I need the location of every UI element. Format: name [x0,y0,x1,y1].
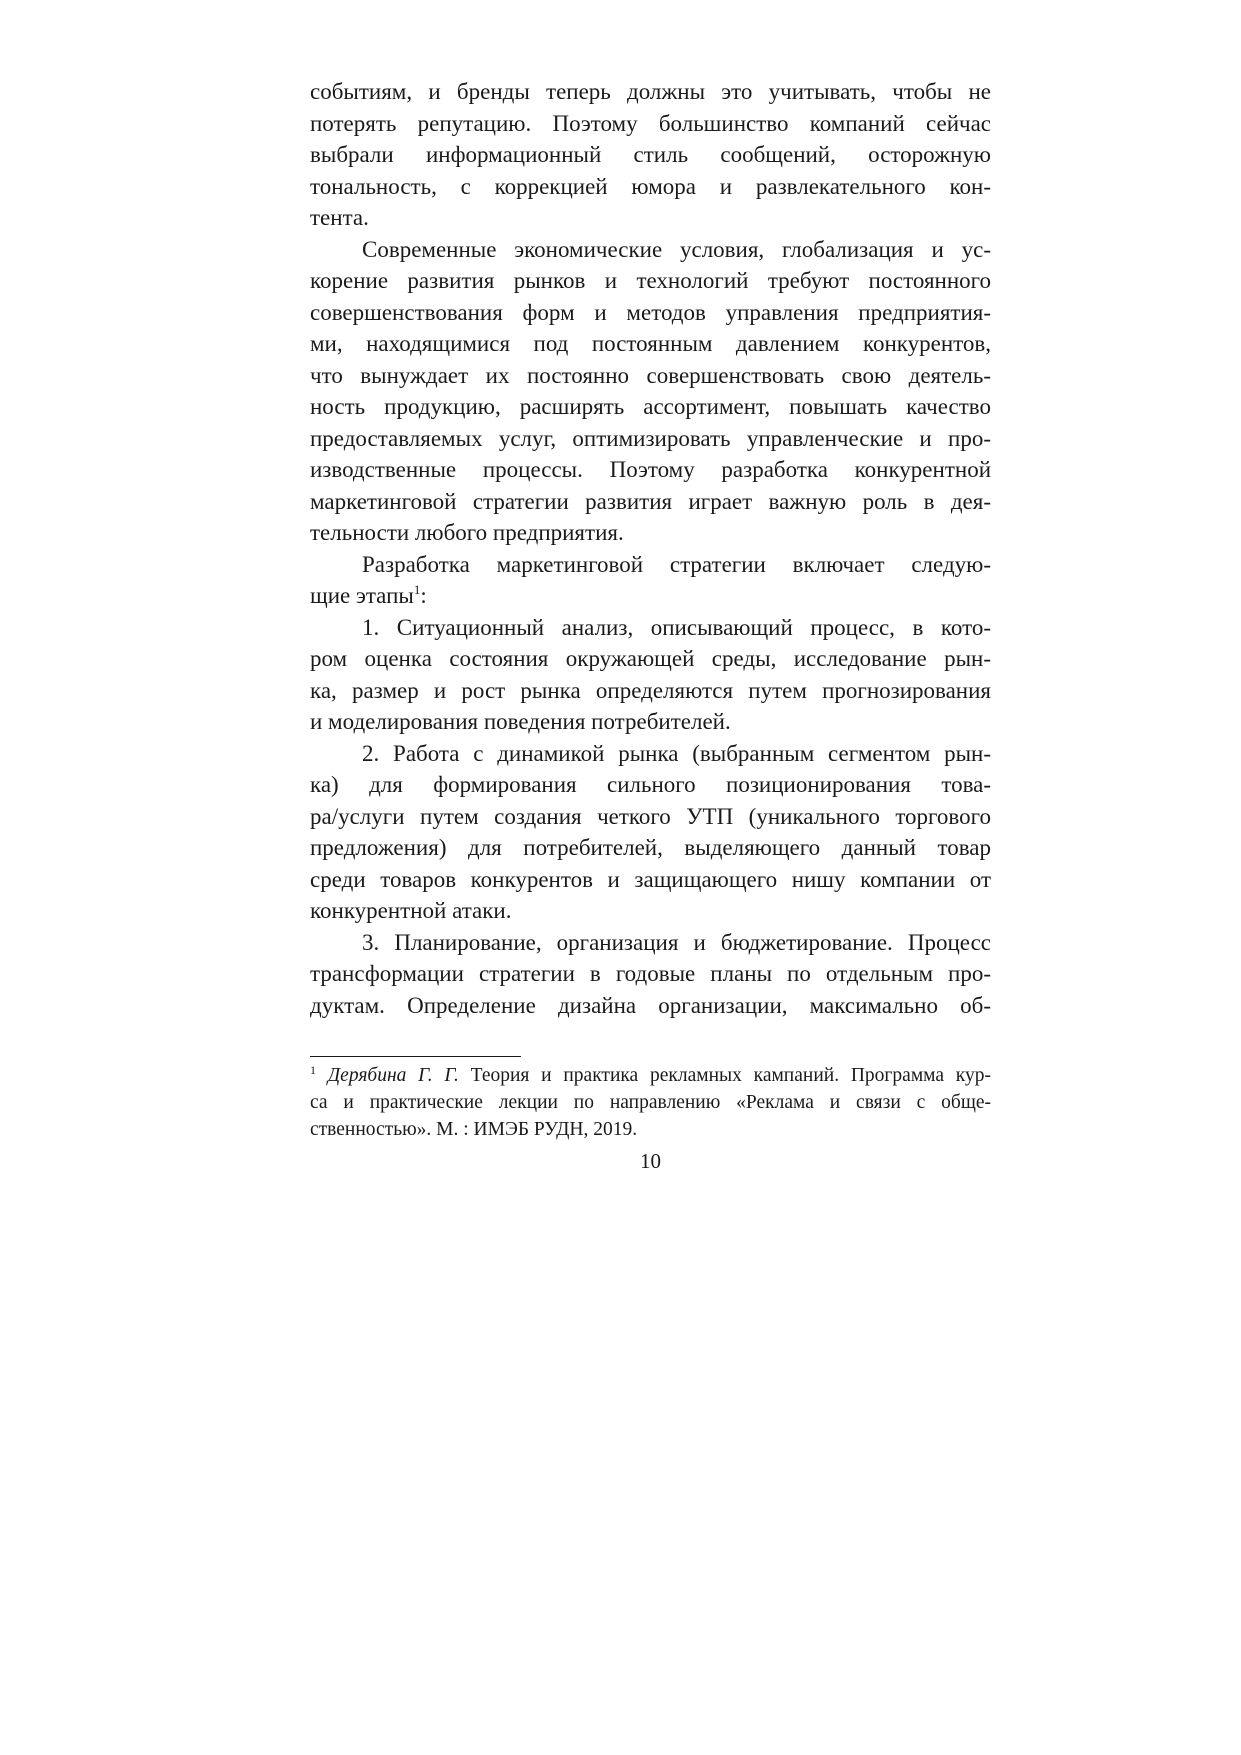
text-line: ми, находящимися под постоянным давлением конкурентов, [310,331,991,356]
text-line: корение развития рынков и технологий требуют постоянного [310,268,991,293]
text-line: и моделирования поведения потребителей. [310,709,731,734]
footnote-marker: 1 [310,1063,316,1077]
text-line: маркетинговой стратегии развития играет важную роль в дея- [310,488,991,514]
text-line: среди товаров конкурентов и защищающего нишу компании от [310,866,991,892]
text-line: ка) для формирования сильного позиционирования това- [310,772,991,797]
body-text [310,76,991,1021]
text-line: Современные экономические условия, глобализация и ус- [362,236,991,262]
text-line: выбрали информационный стиль сообщений, осторожную [310,142,991,167]
text-line: трансформации стратегии в годовые планы по отдельным про- [310,961,991,986]
text-line: ность продукцию, расширять ассортимент, повышать качество [310,394,991,419]
text-line: изводственные процессы. Поэтому разработка конкурентной [310,457,991,482]
footnote-author: Дерябина Г. Г. [327,1065,459,1086]
text-fragment: щие этапы [310,583,414,608]
page-number: 10 [640,1149,661,1173]
text-line: дуктам. Определение дизайна организации, максимально об- [310,992,991,1018]
text-line-with-footnote-ref [310,580,991,612]
footnote [310,1062,991,1143]
text-line: 1. Ситуационный анализ, описывающий процесс, в кото- [362,614,991,640]
text-line: ра/услуги путем создания четкого УТП (уникального торгового [310,803,991,829]
text-line: потерять репутацию. Поэтому большинство компаний сейчас [310,110,991,136]
text-line: ром оценка состояния окружающей среды, исследование рын- [310,646,991,671]
text-fragment: : [420,583,427,608]
footnote-reference[interactable]: 1 [413,582,421,597]
text-line: предоставляемых услуг, оптимизировать управленческие и про- [310,425,991,451]
footnote-divider [310,1056,521,1057]
text-line: событиям, и бренды теперь должны это учитывать, чтобы не [310,79,991,104]
text-line: предложения) для потребителей, выделяющего данный товар [310,835,991,860]
text-line: Разработка маркетинговой стратегии включает следую- [362,551,991,577]
footnote-line: ственностью». М. : ИМЭБ РУДН, 2019. [310,1119,638,1140]
text-line: 2. Работа с динамикой рынка (выбранным сегментом рын- [362,740,991,766]
text-line: совершенствования форм и методов управления предприятия- [310,299,991,325]
text-line: конкурентной атаки. [310,898,512,923]
text-line: ка, размер и рост рынка определяются путем прогнозирования [310,677,991,703]
footnote-line: са и практические лекции по направлению «Реклама и связи с обще- [310,1092,991,1113]
text-line: 3. Планирование, организация и бюджетирование. Процесс [362,929,991,955]
footnote-line [310,1062,991,1089]
text-line: тента. [310,205,369,230]
text-line: тельности любого предприятия. [310,520,624,545]
text-line: что вынуждает их постоянно совершенствовать свою деятель- [310,362,991,388]
footnote-text: Теория и практика рекламных кампаний. Программа кур- [470,1065,991,1086]
text-line: тональность, с коррекцией юмора и развлекательного кон- [310,173,991,199]
